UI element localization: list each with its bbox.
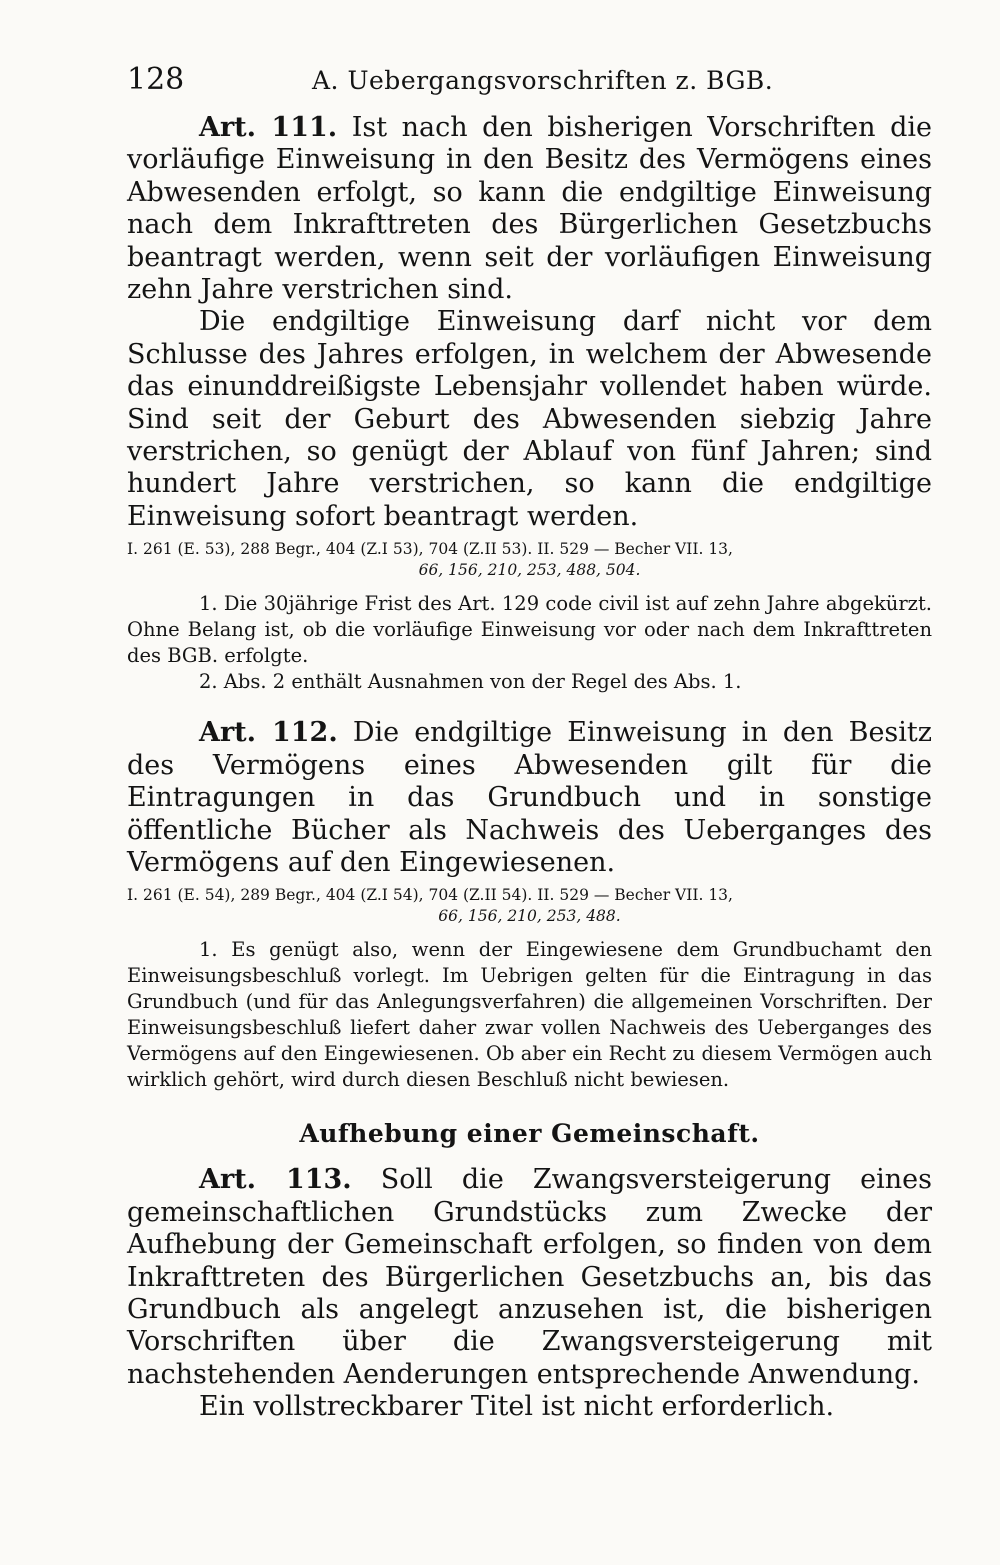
page-number: 128 [127,62,185,97]
art111-paragraph-2: Die endgiltige Einweisung darf nicht vor dem Schlusse des Jahres erfolgen, in welchem der Abwesende das einunddreißigste Lebensjahr vollendet haben würde. Sind seit der Geburt des Abwesenden siebzig Jahre verstrichen, so genügt der Ablauf von fünf Jahren; sind hundert Jahre verstrichen, so kann die endgiltige Einweisung sofort beantragt werden. [127,306,932,532]
art113-paragraph-1 [127,1164,932,1391]
running-head: A. Uebergangsvorschriften z. BGB. [312,66,774,95]
art113-text-1: Soll die Zwangsversteigerung eines gemeinschaftlichen Grundstücks zum Zwecke der Aufhebung der Gemeinschaft erfolgen, so finden von dem Inkrafttreten des Bürgerlichen Gesetzbuchs an, bis das Grundbuch als angelegt anzusehen ist, die bisherigen Vorschriften über die Zwangsversteigerung mit nachstehenden Aenderungen entsprechende Anwendung. [127,1164,932,1390]
art112-refs-line-2: 66, 156, 210, 253, 488. [438,907,621,926]
art113-paragraph-2: Ein vollstreckbarer Titel ist nicht erforderlich. [199,1391,835,1423]
art111-note-1: 1. Die 30jährige Frist des Art. 129 code civil ist auf zehn Jahre abgekürzt. Ohne Belang ist, ob die vorläufige Einweisung vor oder nach dem Inkrafttreten des BGB. erfolgte. [127,592,932,668]
art111-refs-line-1: I. 261 (E. 53), 288 Begr., 404 (Z.I 53), 704 (Z.II 53). II. 529 — Becher VII. 13, [127,540,733,559]
art111-label: Art. 111. [199,112,338,143]
art112-label: Art. 112. [199,717,338,749]
art112-refs-line-1: I. 261 (E. 54), 289 Begr., 404 (Z.I 54), 704 (Z.II 54). II. 529 — Becher VII. 13, [127,886,733,905]
art112-text-1: Die endgiltige Einweisung in den Besitz des Vermögens eines Abwesenden gilt für die Eintragungen in das Grundbuch und in sonstige öffentliche Bücher als Nachweis des Ueberganges des Vermögens auf den Eingewiesenen. [127,717,932,878]
art111-text-1: Ist nach den bisherigen Vorschriften die vorläufige Einweisung in den Besitz des Vermögens eines Abwesenden erfolgt, so kann die endgiltige Einweisung nach dem Inkrafttreten des Bürgerlichen Gesetzbuchs beantragt werden, wenn seit der vorläufigen Einweisung zehn Jahre verstrichen sind. [127,112,932,306]
art113-label: Art. 113. [199,1164,352,1196]
section-heading: Aufhebung einer Gemeinschaft. [299,1119,760,1149]
page [127,62,932,1424]
art112-references [127,885,932,927]
art111-note-2: 2. Abs. 2 enthält Ausnahmen von der Regel des Abs. 1. [199,670,742,694]
art112-note-1: 1. Es genügt also, wenn der Eingewiesene dem Grundbuchamt den Einweisungsbeschluß vorlegt. Im Uebrigen gelten für die Eintragung in das Grundbuch (und für das Anlegungsverfahren) die allgemeinen Vorschriften. Der Einweisungsbeschluß liefert daher zwar vollen Nachweis des Ueberganges des Vermögens auf den Eingewiesenen. Ob aber ein Recht zu diesem Vermögen auch wirklich gehört, wird durch diesen Beschluß nicht bewiesen. [127,938,932,1092]
art111-refs-line-2: 66, 156, 210, 253, 488, 504. [418,561,641,580]
page-header [127,62,932,112]
art111-references [127,539,932,581]
art111-paragraph-1 [127,112,932,306]
art112-paragraph-1 [127,717,932,879]
